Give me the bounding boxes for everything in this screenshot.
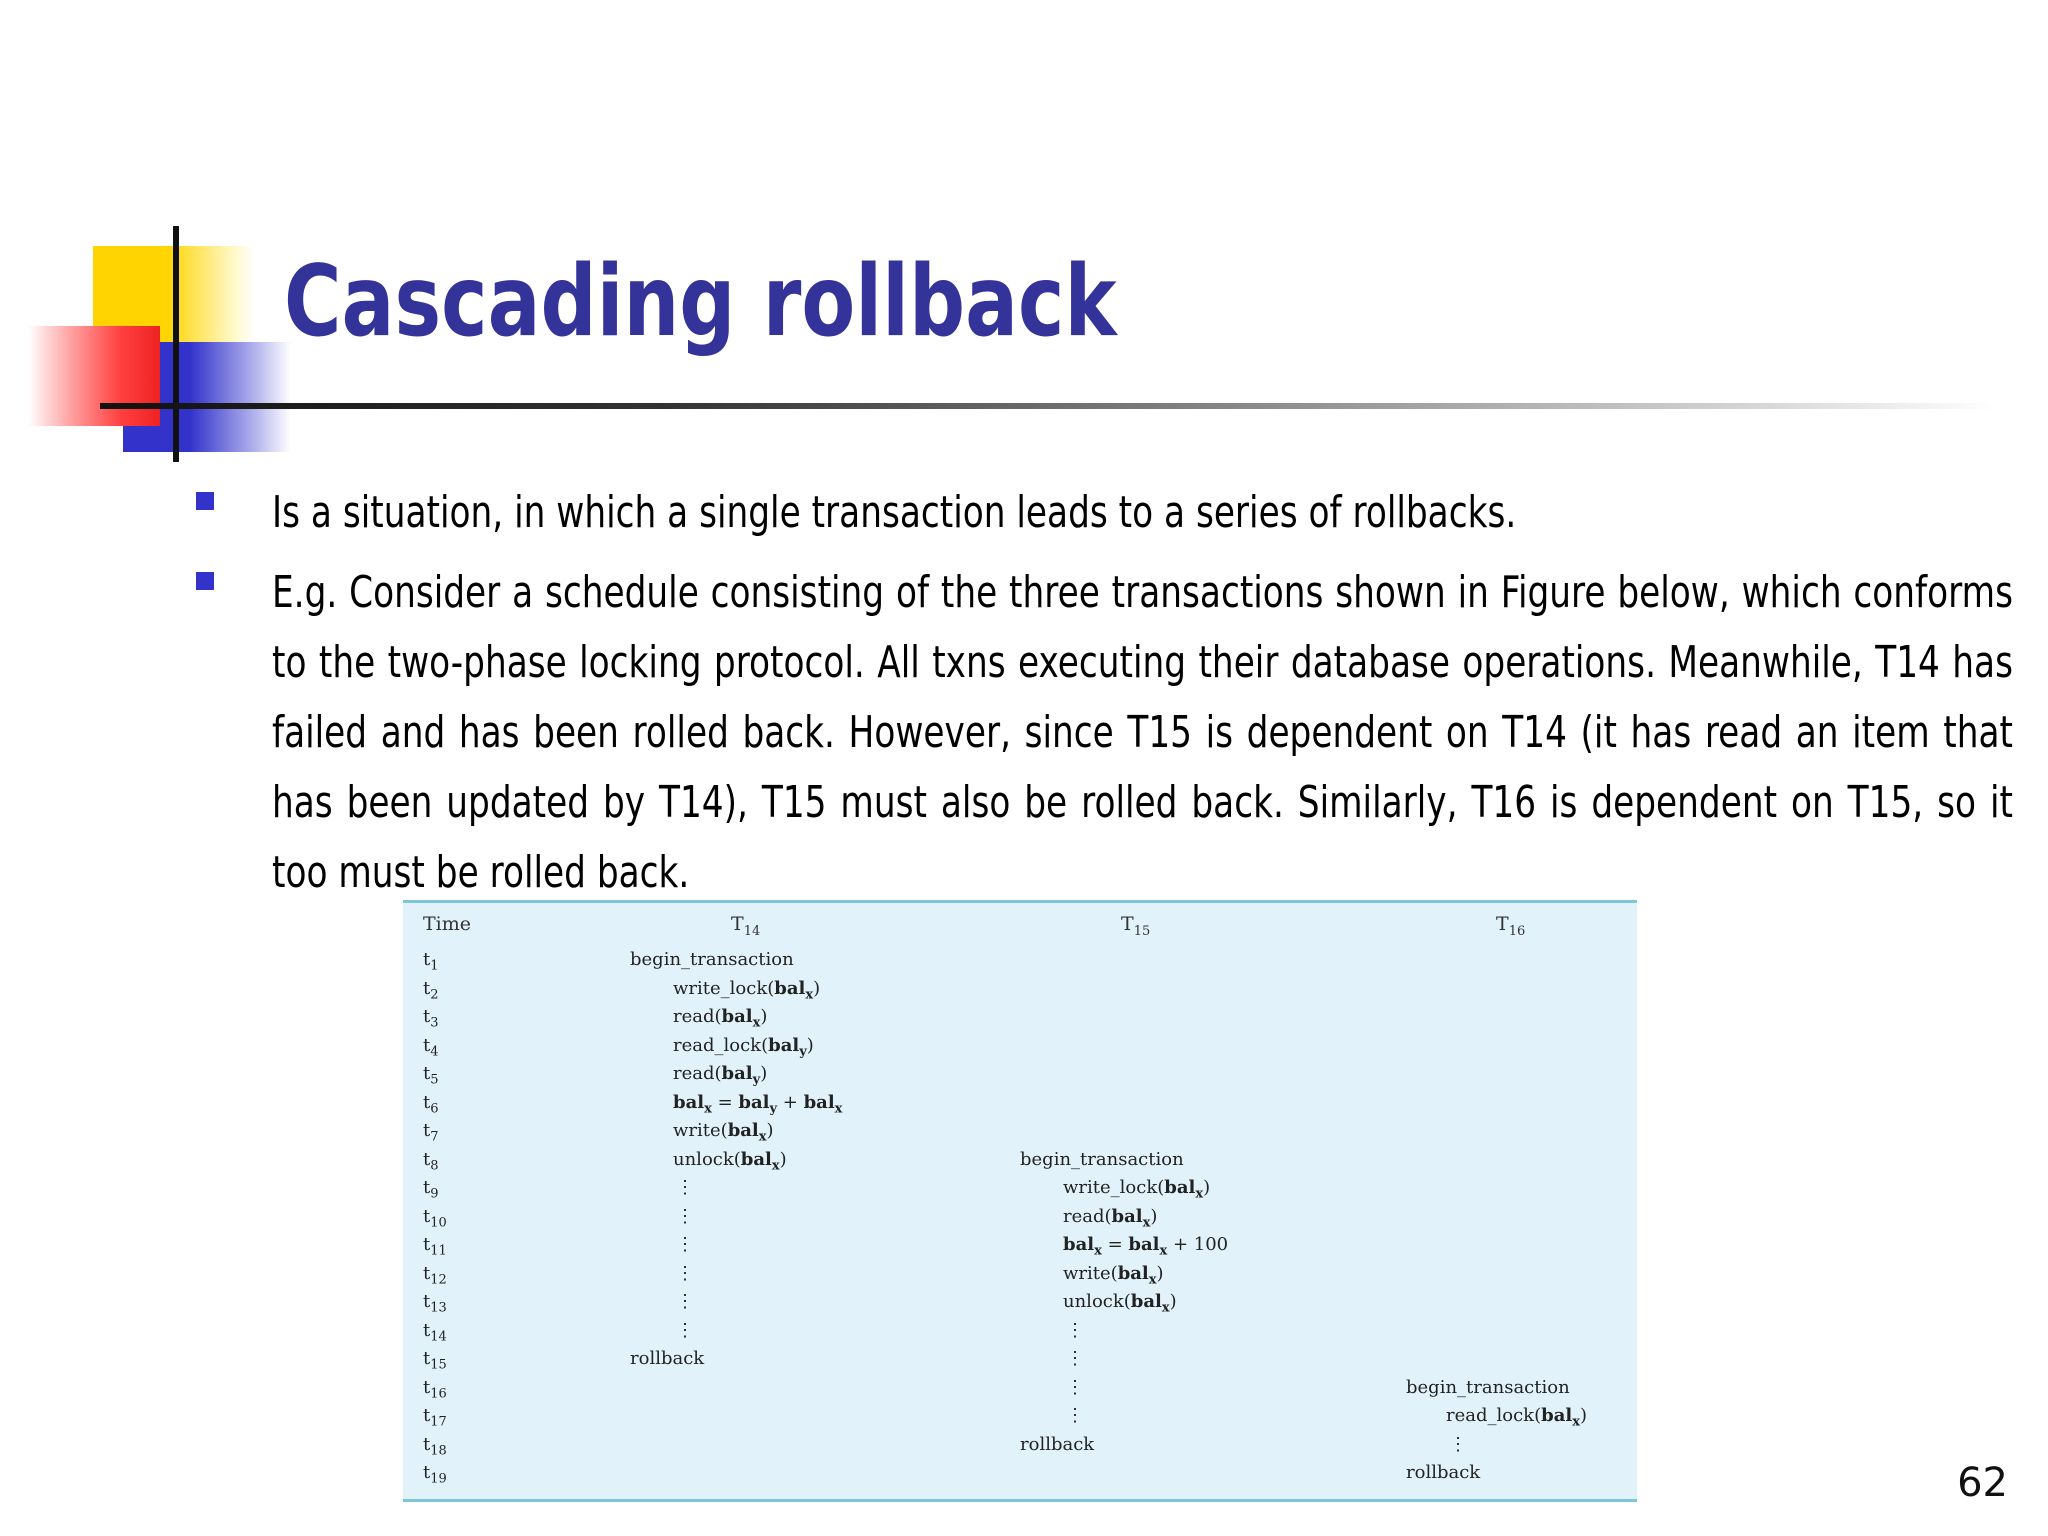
bullet-text: Is a situation, in which a single transaction leads to a series of rollbacks. bbox=[272, 487, 1517, 538]
time-cell: $t_{13}$ bbox=[423, 1291, 447, 1316]
schedule-row bbox=[403, 949, 1637, 977]
bullet-list bbox=[190, 478, 2013, 908]
op-cell-t16: read_lock(bal$_x$) bbox=[1446, 1405, 1588, 1430]
op-cell-t15: begin_transaction bbox=[1020, 1148, 1184, 1170]
logo-red-square bbox=[28, 326, 160, 426]
schedule-row bbox=[403, 1177, 1637, 1205]
time-cell: $t_{18}$ bbox=[423, 1433, 447, 1459]
bullet-item bbox=[190, 478, 2010, 558]
op-cell-t15: write_lock(bal$_x$) bbox=[1063, 1177, 1211, 1202]
schedule-row bbox=[403, 1149, 1637, 1177]
schedule-row bbox=[403, 1320, 1637, 1348]
op-cell-t14: ⋮ bbox=[676, 1319, 694, 1341]
time-cell: $t_9$ bbox=[423, 1177, 439, 1202]
bullet-square-icon bbox=[196, 492, 214, 510]
op-cell-t14: unlock(bal$_x$) bbox=[673, 1148, 787, 1174]
time-cell: $t_1$ bbox=[423, 949, 439, 974]
op-cell-t15: unlock(bal$_x$) bbox=[1063, 1291, 1177, 1316]
time-cell: $t_{14}$ bbox=[423, 1319, 447, 1345]
header-t15-label: $T_{15}$ bbox=[1121, 913, 1151, 939]
schedule-row bbox=[403, 1063, 1637, 1091]
bullet-square-icon bbox=[196, 572, 214, 590]
schedule-row bbox=[403, 1462, 1637, 1490]
header-time: Time bbox=[423, 913, 472, 935]
op-cell-t14: write(bal$_x$) bbox=[673, 1120, 774, 1145]
header-t16 bbox=[1496, 913, 1525, 939]
bullet-item bbox=[190, 558, 2013, 908]
op-cell-t15: ⋮ bbox=[1066, 1319, 1084, 1341]
op-cell-t14: ⋮ bbox=[676, 1177, 694, 1198]
schedule-row bbox=[403, 1377, 1637, 1405]
time-cell: $t_{10}$ bbox=[423, 1205, 447, 1231]
schedule-row bbox=[403, 1291, 1637, 1319]
schedule-figure bbox=[403, 900, 1637, 1502]
title-underline bbox=[100, 403, 2000, 409]
page-number: 62 bbox=[1957, 1460, 2008, 1506]
header-t14-label: $T_{14}$ bbox=[731, 913, 761, 939]
op-cell-t14: read(bal$_y$) bbox=[673, 1063, 768, 1088]
op-cell-t14: write_lock(bal$_x$) bbox=[673, 977, 821, 1003]
time-cell: $t_{16}$ bbox=[423, 1376, 447, 1402]
schedule-row bbox=[403, 1348, 1637, 1376]
op-cell-t15: ⋮ bbox=[1066, 1376, 1084, 1398]
time-cell: $t_3$ bbox=[423, 1006, 439, 1031]
time-cell: $t_6$ bbox=[423, 1091, 439, 1117]
schedule-row bbox=[403, 1120, 1637, 1148]
schedule-row bbox=[403, 1434, 1637, 1462]
schedule-row bbox=[403, 1006, 1637, 1034]
schedule-row bbox=[403, 1234, 1637, 1262]
time-cell: $t_{12}$ bbox=[423, 1262, 447, 1288]
schedule-row bbox=[403, 978, 1637, 1006]
op-cell-t14: ⋮ bbox=[676, 1205, 694, 1227]
op-cell-t15: rollback bbox=[1020, 1433, 1095, 1455]
op-cell-t15: ⋮ bbox=[1066, 1405, 1084, 1426]
bullet-text: E.g. Consider a schedule consisting of the three transactions shown in Figure below, which conforms to the two-phase locking protocol. All txns executing their database operations. Meanwhile, T14 has failed and has been rolled back. However, since T15 is dependent on T14 (it has read an item that has been updated by T14), T15 must also be rolled back. Similarly, T16 is dependent on T15, so it too must be rolled back. bbox=[272, 567, 2013, 898]
op-cell-t15: write(bal$_x$) bbox=[1063, 1262, 1164, 1288]
op-cell-t15: read(bal$_x$) bbox=[1063, 1205, 1158, 1231]
op-cell-t14: bal$_x$ = bal$_y$ + bal$_x$ bbox=[673, 1091, 843, 1117]
slide-title: Cascading rollback bbox=[284, 245, 1117, 359]
header-t14 bbox=[731, 913, 760, 939]
op-cell-t14: read(bal$_x$) bbox=[673, 1006, 768, 1031]
op-cell-t14: begin_transaction bbox=[630, 949, 794, 970]
op-cell-t15: ⋮ bbox=[1066, 1348, 1084, 1369]
op-cell-t16: begin_transaction bbox=[1406, 1376, 1570, 1398]
op-cell-t14: ⋮ bbox=[676, 1262, 694, 1284]
time-cell: $t_5$ bbox=[423, 1063, 439, 1088]
logo-vertical-line bbox=[173, 226, 179, 462]
time-cell: $t_{17}$ bbox=[423, 1405, 447, 1430]
schedule-row bbox=[403, 1405, 1637, 1433]
time-cell: $t_7$ bbox=[423, 1120, 439, 1145]
op-cell-t16: ⋮ bbox=[1449, 1433, 1467, 1455]
schedule-row bbox=[403, 1263, 1637, 1291]
time-cell: $t_4$ bbox=[423, 1034, 439, 1060]
schedule-row bbox=[403, 1035, 1637, 1063]
op-cell-t14: ⋮ bbox=[676, 1291, 694, 1312]
time-cell: $t_{11}$ bbox=[423, 1234, 447, 1259]
time-cell: $t_{19}$ bbox=[423, 1462, 447, 1487]
op-cell-t16: rollback bbox=[1406, 1462, 1481, 1483]
time-cell: $t_{15}$ bbox=[423, 1348, 447, 1373]
header-t15 bbox=[1121, 913, 1150, 939]
schedule-row bbox=[403, 1092, 1637, 1120]
op-cell-t15: bal$_x$ = bal$_x$ + 100 bbox=[1063, 1234, 1229, 1259]
op-cell-t14: read_lock(bal$_y$) bbox=[673, 1034, 814, 1060]
op-cell-t14: rollback bbox=[630, 1348, 705, 1369]
header-t16-label: $T_{16}$ bbox=[1496, 913, 1526, 939]
op-cell-t14: ⋮ bbox=[676, 1234, 694, 1255]
schedule-row bbox=[403, 1206, 1637, 1234]
time-cell: $t_8$ bbox=[423, 1148, 439, 1174]
time-cell: $t_2$ bbox=[423, 977, 439, 1003]
